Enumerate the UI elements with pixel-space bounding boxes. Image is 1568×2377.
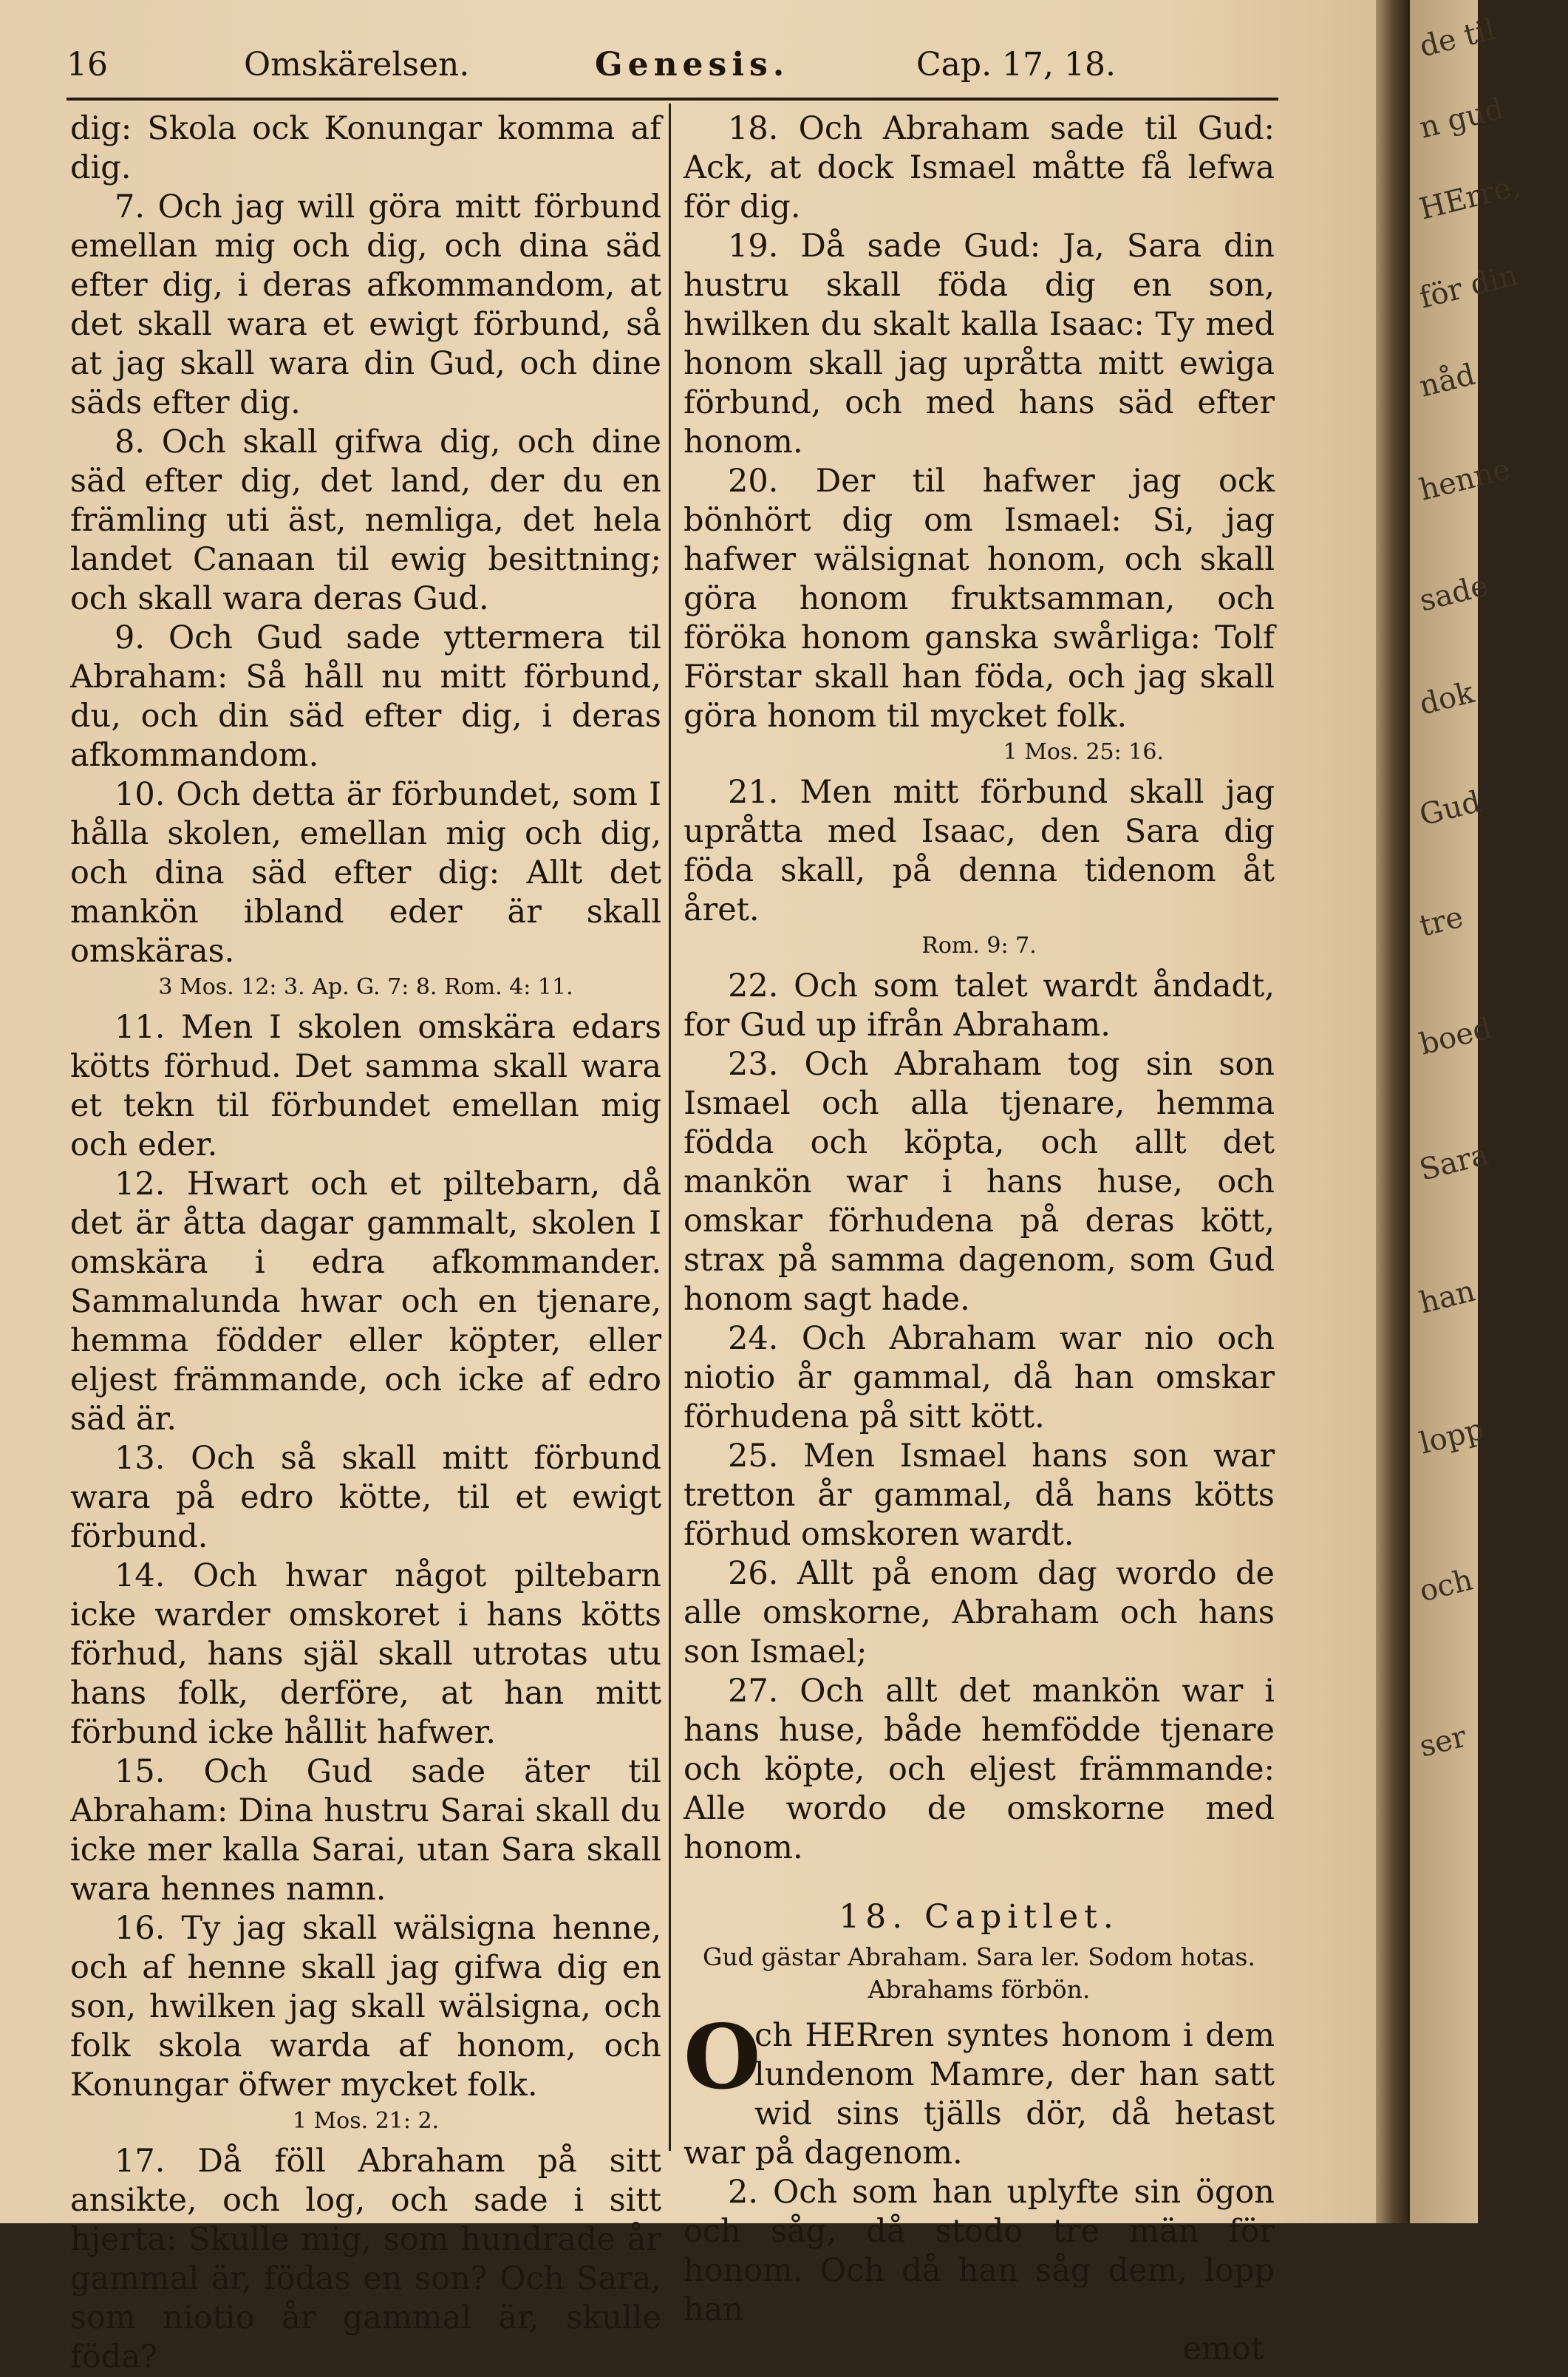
adjacent-page-fragment: nåd — [1416, 357, 1479, 404]
verse-2: 2. Och som han uplyfte sin ögon och såg, då stodo tre män för honom. Och då han såg dem, lopp han — [684, 2174, 1275, 2328]
chapter-summary: Gud gästar Abraham. Sara ler. Sodom hotas. Abrahams förbön. — [703, 1942, 1255, 2004]
chapter-title: 18. Capitlet. — [839, 1898, 1119, 1936]
book-gutter — [1376, 0, 1410, 2223]
adjacent-page-fragment: tre — [1416, 900, 1467, 944]
verse-continuation: dig: Skola ock Konungar komma af dig. — [70, 110, 661, 186]
cross-reference: 3 Mos. 12: 3. Ap. G. 7: 8. Rom. 4: 11. — [158, 974, 573, 1000]
verse-14: 14. Och hwar något piltebarn icke warder omskoret i hans kötts förhud, hans själ skall utrotas utu hans folk, derföre, at han mitt förbund icke hållit hafwer. — [70, 1557, 661, 1751]
verse-9: 9. Och Gud sade yttermera til Abraham: Så håll nu mitt förbund, du, och din säd efter dig, i deras afkommandom. — [70, 619, 661, 774]
verse-11: 11. Men I skolen omskära edars kötts förhud. Det samma skall wara et tekn til förbundet emellan mig och eder. — [70, 1009, 661, 1163]
verse-1 — [684, 2005, 1275, 2173]
header-chapter-reference: Cap. 17, 18. — [916, 46, 1116, 84]
cross-reference: 1 Mos. 25: 16. — [1003, 739, 1164, 765]
adjacent-page-fragment: de til — [1416, 12, 1499, 64]
verse-7: 7. Och jag will göra mitt förbund emellan mig och dig, och dina säd efter dig, i deras afkommandom, at det skall wara et ewigt förbund, så at jag skall wara din Gud, och dine säds efter dig. — [70, 188, 661, 421]
cross-reference: 1 Mos. 21: 2. — [292, 2108, 440, 2134]
adjacent-page-fragment: ser — [1416, 1719, 1470, 1764]
adjacent-page-fragment: han — [1416, 1273, 1479, 1321]
verse-19: 19. Då sade Gud: Ja, Sara din hustru skall föda dig en son, hwilken du skalt kalla Isaac: Ty med honom skall jag upråtta mitt ewiga förbund, och med hans säd efter honom. — [684, 228, 1275, 460]
adjacent-page-fragment: n gud — [1416, 92, 1507, 146]
drop-initial: O — [684, 2005, 761, 2109]
header-topic: Omskärelsen. — [244, 46, 470, 84]
verse-10: 10. Och detta är förbundet, som I hålla skolen, emellan mig och dig, och dina säd efter dig: Allt det mankön ibland eder är skall omskäras. — [70, 776, 661, 970]
verse-16: 16. Ty jag skall wälsigna henne, och af henne skall jag gifwa dig en son, hwilken jag skall wälsigna, och folk skola warda af honom, och Konungar öfwer mycket folk. — [70, 1910, 661, 2104]
adjacent-page-fragment: boed — [1416, 1010, 1496, 1062]
adjacent-page-fragment: sade — [1416, 568, 1492, 619]
adjacent-page-fragment: Gud — [1416, 784, 1485, 833]
adjacent-page-fragment: henne — [1416, 452, 1514, 508]
adjacent-page-fragment: HErre, — [1416, 169, 1524, 227]
left-column — [70, 109, 661, 2377]
verse-18: 18. Och Abraham sade til Gud: Ack, at dock Ismael måtte få lefwa för dig. — [684, 110, 1275, 225]
adjacent-page-edge — [1410, 0, 1524, 2223]
adjacent-page-fragment: för din — [1416, 258, 1521, 316]
page-number: 16 — [67, 46, 108, 84]
header-rule — [67, 98, 1278, 101]
verse-8: 8. Och skall gifwa dig, och dine säd efter dig, det land, der du en främling uti äst, nemliga, det hela landet Canaan til ewig besittning; och skall wara deras Gud. — [70, 424, 661, 617]
verse-22: 22. Och som talet wardt åndadt, for Gud up ifrån Abraham. — [684, 968, 1275, 1044]
verse-27: 27. Och allt det mankön war i hans huse, både hemfödde tjenare och köpte, och eljest främmande: Alle wordo de omskorne med honom. — [684, 1673, 1275, 1866]
adjacent-page-fragment: Sara — [1416, 1138, 1493, 1188]
adjacent-page-fragment: lopp — [1416, 1412, 1488, 1461]
verse-17: 17. Då föll Abraham på sitt ansikte, och log, och sade i sitt hjerta: Skulle mig, som hundrade år gammal är, födas en son? Och Sara, som niotio år gammal är, skulle föda? — [70, 2143, 661, 2376]
verse-23: 23. Och Abraham tog sin son Ismael och alla tjenare, hemma födda och köpta, och allt det mankön war i hans huse, och omskar förhudena på deras kött, strax på samma dagenom, som Gud honom sagt hade. — [684, 1046, 1275, 1318]
verse-20: 20. Der til hafwer jag ock bönhört dig om Ismael: Si, jag hafwer wälsignat honom, och skall göra honom fruktsamman, och föröka honom ganska swårliga: Tolf Förstar skall han föda, och jag skall göra honom til mycket folk. — [684, 463, 1275, 735]
adjacent-page-fragment: dok — [1416, 676, 1478, 722]
verse-24: 24. Och Abraham war nio och niotio år gammal, då han omskar förhudena på sitt kött. — [684, 1320, 1275, 1435]
verse-26: 26. Allt på enom dag wordo de alle omskorne, Abraham och hans son Ismael; — [684, 1555, 1275, 1670]
verse-13: 13. Och så skall mitt förbund wara på edro kötte, til et ewigt förbund. — [70, 1440, 661, 1555]
verse-25: 25. Men Ismael hans son war tretton år gammal, då hans kötts förhud omskoren wardt. — [684, 1438, 1275, 1553]
catchword: emot — [1182, 2330, 1264, 2367]
running-header — [67, 46, 1278, 98]
right-column — [684, 109, 1275, 2369]
column-divider — [669, 103, 671, 2151]
verse-15: 15. Och Gud sade äter til Abraham: Dina hustru Sarai skall du icke mer kalla Sarai, utan Sara skall wara hennes namn. — [70, 1753, 661, 1908]
verse-12: 12. Hwart och et piltebarn, då det är åtta dagar gammalt, skolen I omskära i edra afkommander. Sammalunda hwar och en tjenare, hemma födder eller köpter, eller eljest främmande, och icke af edro säd är. — [70, 1166, 661, 1438]
verse-21: 21. Men mitt förbund skall jag upråtta med Isaac, den Sara dig föda skall, på denna tidenom åt året. — [684, 774, 1275, 928]
verse-1-text: ch HERren syntes honom i dem lundenom Mamre, der han satt wid sins tjälls dör, då hetast war på dagenom. — [684, 2017, 1275, 2172]
adjacent-page-fragment: och — [1416, 1562, 1476, 1609]
header-book-title: Genesis. — [595, 46, 790, 84]
cross-reference: Rom. 9: 7. — [921, 933, 1037, 959]
